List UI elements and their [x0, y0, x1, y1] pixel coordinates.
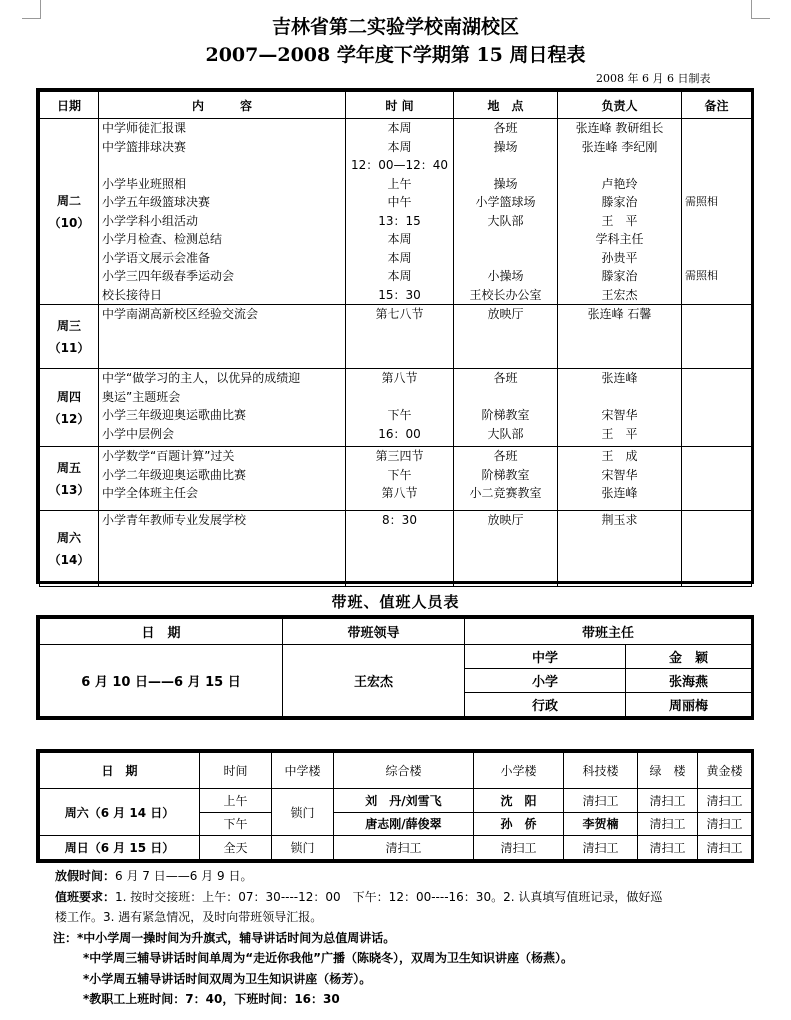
cell-line	[685, 447, 748, 466]
table-row	[40, 447, 752, 511]
cell-remark	[682, 369, 752, 447]
cleaning-date: 周六（6 月 14 日）	[40, 789, 200, 836]
cell-remark	[682, 511, 752, 587]
cell-line: 第七八节	[375, 307, 424, 321]
duty-requirement-line	[55, 887, 755, 908]
cell-line	[685, 466, 748, 485]
cell-line: 大队部	[487, 426, 524, 441]
cell-line: 张连峰 李纪刚	[581, 139, 658, 154]
cell-line: 王 平	[601, 426, 638, 441]
header-cell: 地 点	[454, 92, 558, 119]
cell-line	[685, 425, 748, 444]
duty-name: 金 颖	[626, 645, 752, 669]
table-header-row	[40, 619, 752, 645]
cell-line: 小学月检查、检测总结	[102, 232, 223, 246]
cell-line	[685, 286, 748, 305]
cell-line: 阶梯教室	[481, 408, 530, 422]
cell-line: 本周	[387, 269, 412, 283]
cell-line	[685, 511, 748, 530]
cell-line: 中午	[387, 195, 412, 209]
duty-dept: 行政	[465, 693, 626, 717]
cell-line: 小学篮球场	[475, 195, 536, 209]
cell-person	[558, 305, 682, 369]
header-cell: 带班领导	[283, 619, 465, 645]
cell-line: 放映厅	[487, 307, 524, 321]
cell-line: 本周	[387, 139, 412, 154]
cell-line	[561, 388, 678, 407]
cleaning-huangjin: 清扫工	[698, 812, 752, 836]
duty-leader: 王宏杰	[283, 645, 465, 717]
cell-line	[457, 156, 554, 175]
holiday-label: 放假时间：	[55, 869, 116, 883]
cell-line: 小学语文展示会准备	[102, 250, 211, 265]
cell-person	[558, 119, 682, 305]
cell-line: 王 成	[601, 449, 638, 463]
cell-line	[685, 138, 748, 157]
header-cell: 带班主任	[465, 619, 752, 645]
cell-line: 王宏杰	[601, 287, 638, 302]
cell-line: 宋智华	[601, 467, 638, 482]
cleaning-keji: 清扫工	[564, 789, 638, 813]
day-number: （12）	[48, 411, 90, 426]
cleaning-zonghe: 刘 丹/刘雪飞	[334, 789, 474, 813]
cell-line: 中学全体班主任会	[102, 486, 199, 500]
cell-remark	[682, 447, 752, 511]
cell-place	[454, 511, 558, 587]
cell-line: 本周	[387, 250, 412, 265]
cleaning-date: 周日（6 月 15 日）	[40, 836, 200, 860]
cell-line: 小学毕业班照相	[102, 176, 187, 191]
duty-dept: 中学	[465, 645, 626, 669]
duty-text: 楼工作。3. 遇有紧急情况，及时向带班领导汇报。	[55, 910, 323, 924]
cell-time	[346, 369, 454, 447]
cell-line	[102, 156, 342, 175]
duty-requirement-line	[55, 907, 755, 928]
cell-remark	[682, 119, 752, 305]
cell-line: 滕家治	[601, 195, 638, 209]
day-cell	[40, 447, 99, 511]
cleaning-table	[36, 749, 754, 863]
cell-line: 小学青年教师专业发展学校	[102, 513, 247, 527]
cell-line: 第八节	[381, 371, 418, 385]
note-line	[53, 928, 755, 949]
cell-place	[454, 369, 558, 447]
cleaning-keji: 李贺楠	[564, 812, 638, 836]
cell-line: 小操场	[487, 269, 524, 283]
header-cell: 日 期	[40, 619, 283, 645]
cell-line: 宋智华	[601, 408, 638, 422]
cell-line	[457, 230, 554, 249]
cleaning-time: 全天	[200, 836, 272, 860]
cell-content	[99, 369, 346, 447]
cell-line: 需照相	[685, 269, 718, 282]
holiday-line	[55, 866, 755, 887]
cell-time	[346, 119, 454, 305]
cleaning-keji: 清扫工	[564, 836, 638, 860]
header-cell: 内 容	[99, 92, 346, 119]
cell-person	[558, 447, 682, 511]
day-cell	[40, 119, 99, 305]
cell-line: 下午	[387, 408, 412, 422]
cell-line: 16：00	[378, 426, 421, 441]
cell-time	[346, 447, 454, 511]
day-label: 周六	[56, 530, 81, 545]
cell-line	[685, 484, 748, 503]
cell-line: 需照相	[685, 195, 718, 208]
day-label: 周三	[56, 318, 81, 333]
cell-line: 放映厅	[487, 513, 524, 527]
cell-line: 学科主任	[595, 232, 644, 246]
header-cell: 负责人	[558, 92, 682, 119]
cell-line: 张连峰 教研组长	[575, 121, 664, 135]
day-number: （13）	[48, 482, 90, 497]
page-title: 吉林省第二实验学校南湖校区	[271, 16, 519, 38]
cell-line: 小学中层例会	[102, 426, 175, 441]
cell-line: 13：15	[378, 213, 421, 228]
header-cell: 绿 楼	[638, 753, 698, 789]
duty-dept: 小学	[465, 669, 626, 693]
header-cell: 备注	[682, 92, 752, 119]
header-cell: 黄金楼	[698, 753, 752, 789]
cell-line: 校长接待日	[102, 287, 163, 302]
cell-line: 中学师徒汇报课	[102, 121, 187, 135]
day-number: （14）	[48, 552, 90, 567]
cell-line	[685, 156, 748, 175]
table-row	[40, 119, 752, 305]
notes-section	[55, 866, 755, 1010]
day-label: 周四	[56, 389, 81, 404]
table-row	[40, 645, 752, 669]
cleaning-xiaoxue: 沈 阳	[474, 789, 564, 813]
cell-time	[346, 305, 454, 369]
cell-line: 滕家治	[601, 269, 638, 283]
cell-content	[99, 511, 346, 587]
duty-name: 张海燕	[626, 669, 752, 693]
day-cell	[40, 369, 99, 447]
note-label: 注：	[53, 930, 78, 945]
cleaning-lv: 清扫工	[638, 812, 698, 836]
table-row	[40, 369, 752, 447]
made-date: 2008 年 6 月 6 日制表	[596, 72, 711, 85]
day-cell	[40, 305, 99, 369]
cell-line: 8：30	[382, 513, 417, 527]
cleaning-huangjin: 清扫工	[698, 789, 752, 813]
day-label: 周五	[56, 460, 81, 475]
cell-line: 各班	[493, 371, 518, 385]
cell-line: 15：30	[378, 287, 421, 302]
weekly-schedule-table	[36, 88, 754, 584]
cell-place	[454, 447, 558, 511]
cell-line: 第三四节	[375, 449, 424, 463]
header-cell: 日 期	[40, 753, 200, 789]
cell-line	[349, 388, 450, 407]
table-header-row	[40, 753, 752, 789]
holiday-text: 6 月 7 日——6 月 9 日。	[115, 869, 253, 883]
cell-line: 小学三四年级春季运动会	[102, 269, 235, 283]
cell-line: 本周	[387, 232, 412, 246]
cleaning-xiaoxue: 孙 侨	[474, 812, 564, 836]
cell-line: 中学篮排球决赛	[102, 139, 187, 154]
header-cell: 中学楼	[272, 753, 334, 789]
cell-line	[685, 249, 748, 268]
table-header-row	[40, 92, 752, 119]
table-row	[40, 511, 752, 587]
cell-line: 操场	[493, 176, 518, 191]
cell-line	[457, 249, 554, 268]
cell-line: 卢艳玲	[601, 176, 638, 191]
cell-time	[346, 511, 454, 587]
cell-line	[685, 230, 748, 249]
cell-line: 荆玉求	[601, 513, 638, 527]
table-row	[40, 789, 752, 813]
page-subtitle: 2007—2008 学年度下学期第 15 周日程表	[205, 44, 586, 66]
header-cell: 时间	[200, 753, 272, 789]
day-number: （11）	[48, 340, 90, 355]
cleaning-time: 上午	[200, 789, 272, 813]
cleaning-lv: 清扫工	[638, 836, 698, 860]
day-number: （10）	[48, 215, 90, 230]
cleaning-lv: 清扫工	[638, 789, 698, 813]
cell-place	[454, 305, 558, 369]
cleaning-huangjin: 清扫工	[698, 836, 752, 860]
cell-line: 小学学科小组活动	[102, 213, 199, 228]
duty-label: 值班要求：	[55, 889, 116, 904]
cell-line: 各班	[493, 121, 518, 135]
cell-line: 下午	[387, 467, 412, 482]
cell-content	[99, 119, 346, 305]
cleaning-xiaoxue: 清扫工	[474, 836, 564, 860]
cell-line	[685, 212, 748, 231]
cell-line: 小学五年级篮球决赛	[102, 195, 211, 209]
cell-line	[457, 388, 554, 407]
day-cell	[40, 511, 99, 587]
header-cell: 小学楼	[474, 753, 564, 789]
cell-line	[685, 119, 748, 138]
cell-line: 阶梯教室	[481, 467, 530, 482]
cleaning-zonghe: 唐志刚/薛俊翠	[334, 812, 474, 836]
cell-line: 中学南湖高新校区经验交流会	[102, 307, 259, 321]
cell-line: 中学“做学习的主人，以优异的成绩迎	[102, 371, 301, 385]
cell-person	[558, 511, 682, 587]
header-cell: 综合楼	[334, 753, 474, 789]
header-cell: 科技楼	[564, 753, 638, 789]
cell-line: 小学二年级迎奥运歌曲比赛	[102, 467, 247, 482]
cell-line: 操场	[493, 139, 518, 154]
table-row	[40, 305, 752, 369]
cell-content	[99, 305, 346, 369]
cell-line	[685, 369, 748, 388]
cell-line: 小学数学“百题计算”过关	[102, 449, 235, 463]
cell-line: 王 平	[601, 213, 638, 228]
cleaning-zhongxue: 锁门	[272, 789, 334, 836]
cell-line: 第八节	[381, 486, 418, 500]
cleaning-time: 下午	[200, 812, 272, 836]
cell-line	[685, 305, 748, 324]
cell-person	[558, 369, 682, 447]
header-cell: 日期	[40, 92, 99, 119]
cell-remark	[682, 305, 752, 369]
table-row	[40, 836, 752, 860]
duty-date: 6 月 10 日——6 月 15 日	[40, 645, 283, 717]
cell-line: 张连峰	[601, 486, 638, 500]
header-cell: 时 间	[346, 92, 454, 119]
cell-line: 小学三年级迎奥运歌曲比赛	[102, 408, 247, 422]
duty-table	[36, 615, 754, 720]
cleaning-zonghe: 清扫工	[334, 836, 474, 860]
duty-text: 1. 按时交接班：上午：07：30----12：00 下午：12：00----16：30。2. 认真填写值班记录，做好巡	[115, 889, 663, 904]
cell-line: 上午	[387, 176, 412, 191]
day-label: 周二	[56, 193, 81, 208]
cell-line: 张连峰	[601, 371, 638, 385]
cell-line	[685, 388, 748, 407]
cell-line: 12：00—12：40	[350, 158, 449, 172]
cell-content	[99, 447, 346, 511]
duty-table-title: 带班、值班人员表	[331, 593, 460, 611]
cell-place	[454, 119, 558, 305]
cleaning-zhongxue: 锁门	[272, 836, 334, 860]
cell-line: 王校长办公室	[469, 287, 542, 302]
cell-line	[561, 156, 678, 175]
cell-line: 本周	[387, 121, 412, 135]
cell-line: 张连峰 石馨	[587, 307, 652, 321]
cell-line: 小二竞赛教室	[469, 486, 542, 500]
cell-line: 奥运”主题班会	[102, 389, 181, 404]
cell-line: 大队部	[487, 213, 524, 228]
duty-name: 周丽梅	[626, 693, 752, 717]
cell-line: 孙贵平	[601, 250, 638, 265]
note-line: *小学周五辅导讲话时间双周为卫生知识讲座（杨芳）。	[83, 971, 372, 986]
cell-line: 各班	[493, 449, 518, 463]
cell-line	[685, 175, 748, 194]
note-text: *中小学周一操时间为升旗式，辅导讲话时间为总值周讲话。	[77, 930, 396, 945]
note-line: *教职工上班时间：7：40，下班时间：16：30	[83, 992, 340, 1006]
note-line: *中学周三辅导讲话时间单周为“走近你我他”广播（陈晓冬），双周为卫生知识讲座（杨燕）。	[83, 951, 574, 965]
cell-line	[685, 406, 748, 425]
